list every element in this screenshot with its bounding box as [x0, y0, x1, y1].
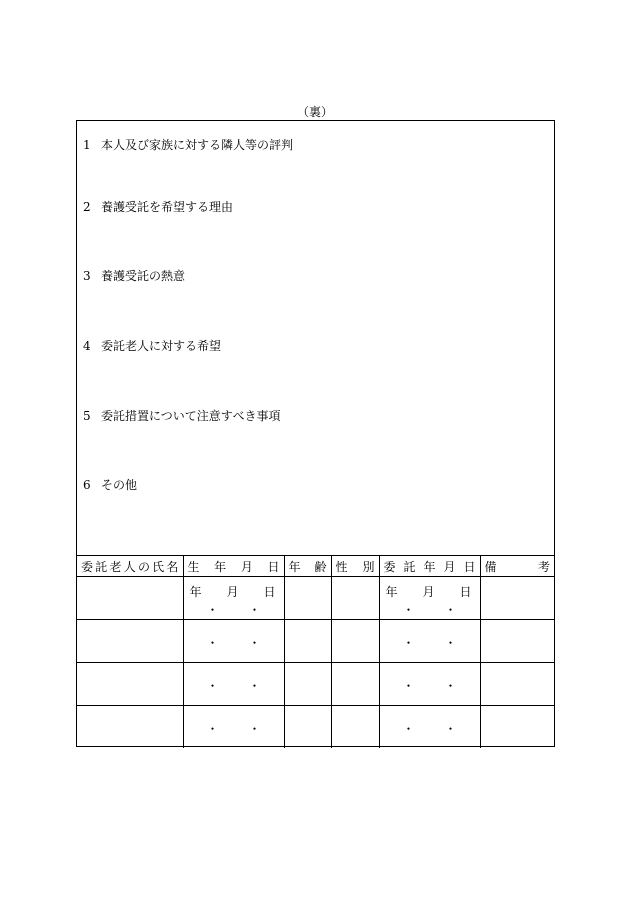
item-label: 委託措置について注意すべき事項 — [101, 409, 281, 423]
header-age: 年 齢 — [284, 556, 331, 577]
item-label: 養護受託を希望する理由 — [101, 200, 234, 214]
sex-cell[interactable] — [331, 620, 379, 663]
item-2 — [83, 198, 233, 215]
item-5 — [83, 407, 281, 424]
item-number: 4 — [83, 339, 91, 353]
table-header-row — [77, 556, 554, 577]
birth-date-cell[interactable]: 年 月 日 ・ ・ — [183, 577, 284, 620]
entrust-date-cell[interactable]: 年 月 日 ・ ・ — [379, 577, 480, 620]
item-number: 1 — [83, 138, 91, 152]
item-label: 本人及び家族に対する隣人等の評判 — [101, 138, 294, 152]
age-cell[interactable] — [284, 663, 331, 706]
sex-cell[interactable] — [331, 577, 379, 620]
birth-date-cell[interactable]: ・ ・ — [183, 663, 284, 706]
age-cell[interactable] — [284, 620, 331, 663]
remarks-cell[interactable] — [480, 620, 554, 663]
birth-date-cell[interactable]: ・ ・ — [183, 706, 284, 749]
item-number: 5 — [83, 409, 91, 423]
age-cell[interactable] — [284, 706, 331, 749]
remarks-cell[interactable] — [480, 577, 554, 620]
table-row — [77, 706, 554, 749]
birth-date-cell[interactable]: ・ ・ — [183, 620, 284, 663]
table-row — [77, 577, 554, 620]
item-number: 3 — [83, 269, 91, 283]
entrust-date-cell[interactable]: ・ ・ — [379, 706, 480, 749]
name-cell[interactable] — [77, 663, 183, 706]
remarks-cell[interactable] — [480, 663, 554, 706]
item-number: 2 — [83, 200, 91, 214]
form-frame — [76, 120, 555, 747]
item-6 — [83, 476, 137, 493]
item-label: その他 — [101, 478, 138, 492]
table-row — [77, 663, 554, 706]
entrust-date-cell[interactable]: ・ ・ — [379, 620, 480, 663]
header-sex: 性 別 — [331, 556, 379, 577]
item-3 — [83, 267, 185, 284]
header-entrust-date: 委 託 年 月 日 — [379, 556, 480, 577]
page-label: （裏） — [296, 105, 333, 119]
name-cell[interactable] — [77, 577, 183, 620]
header-birth-date: 生 年 月 日 — [183, 556, 284, 577]
item-4 — [83, 337, 221, 354]
remarks-cell[interactable] — [480, 706, 554, 749]
name-cell[interactable] — [77, 620, 183, 663]
table-row — [77, 620, 554, 663]
header-name: 委 託 老 人 の 氏 名 — [77, 556, 183, 577]
sex-cell[interactable] — [331, 663, 379, 706]
entrust-date-cell[interactable]: ・ ・ — [379, 663, 480, 706]
header-remarks: 備 考 — [480, 556, 554, 577]
age-cell[interactable] — [284, 577, 331, 620]
item-label: 委託老人に対する希望 — [101, 339, 222, 353]
item-1 — [83, 136, 293, 153]
name-cell[interactable] — [77, 706, 183, 749]
item-number: 6 — [83, 478, 91, 492]
roster-table — [77, 555, 554, 748]
item-label: 養護受託の熱意 — [101, 269, 186, 283]
sex-cell[interactable] — [331, 706, 379, 749]
